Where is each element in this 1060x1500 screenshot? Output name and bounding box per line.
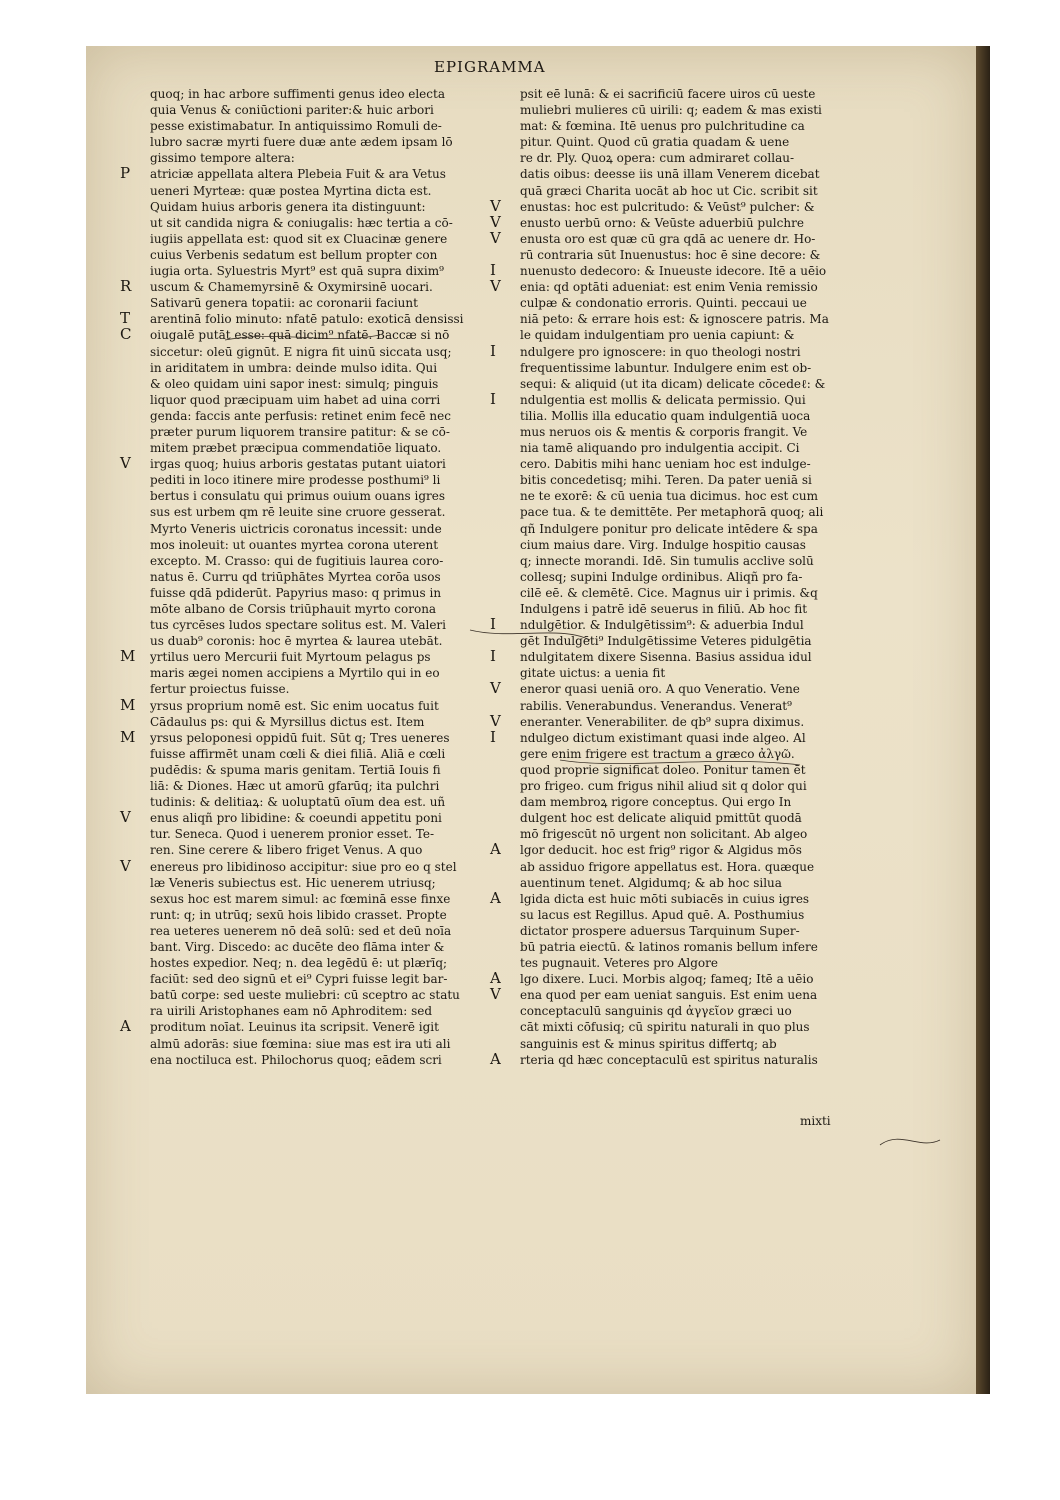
line-text: gere enim frigere est tractum a græco ἀλγῶ. xyxy=(520,746,795,761)
text-line xyxy=(520,553,855,569)
line-text: niā peto: & errare hois est: & ignoscere patris. Ma xyxy=(520,312,829,327)
text-line xyxy=(520,746,855,762)
line-text: yrtilus uero Mercurii fuit Myrtoum pelagus ps xyxy=(150,650,431,665)
line-text: gissimo tempore altera: xyxy=(150,151,295,166)
line-text: præter purum liquorem transire patitur: & se cō- xyxy=(150,424,450,439)
text-line xyxy=(520,440,855,456)
initial-letter: M xyxy=(120,727,136,746)
text-line xyxy=(520,810,855,826)
text-line xyxy=(520,1019,855,1035)
line-text: datis oibus: deesse iis unā illam Venerem dicebat xyxy=(520,167,820,182)
line-text: eneranter. Venerabiliter. de qb⁹ supra diximus. xyxy=(520,714,805,729)
line-text: atriciæ appellata altera Plebeia Fuit & ara Vetus xyxy=(150,167,446,182)
text-line xyxy=(120,325,470,344)
line-text: fertur proiectus fuisse. xyxy=(150,682,290,697)
text-line xyxy=(150,553,470,569)
text-line xyxy=(520,183,855,199)
text-line xyxy=(520,778,855,794)
text-line xyxy=(150,907,470,923)
text-line xyxy=(490,212,855,231)
line-text: lgor deducit. hoc est frig⁹ rigor & Algidus mōs xyxy=(520,843,802,858)
line-text: ren. Sine cerere & libero friget Venus. A quo xyxy=(150,843,423,858)
line-text: conceptaculū sanguinis qd ἀγγεῖον græci uo xyxy=(520,1004,792,1019)
line-text: ne te exorē: & cū uenia tua dicimus. hoc est cum xyxy=(520,489,819,504)
text-line xyxy=(520,150,855,166)
text-line xyxy=(120,808,470,827)
text-line xyxy=(150,183,470,199)
initial-letter: I xyxy=(490,727,496,746)
text-line xyxy=(150,344,470,360)
text-line xyxy=(520,102,855,118)
line-text: mitem præbet præcipua commendatiōe liquato. xyxy=(150,441,442,456)
line-text: mat: & fœmina. Itē uenus pro pulchritudine ca xyxy=(520,119,805,134)
line-text: q; innecte morandi. Idē. Sin tumulis acclive solū xyxy=(520,553,814,568)
initial-letter: V xyxy=(490,679,501,698)
text-line xyxy=(520,166,855,182)
line-text: sequi: & aliquid (ut ita dicam) delicate cōcedeℓ: & xyxy=(520,376,826,391)
text-line xyxy=(490,196,855,215)
line-text: ra uirili Aristophanes eam nō Aphroditem: sed xyxy=(150,1004,433,1019)
text-line xyxy=(150,987,470,1003)
text-line xyxy=(520,939,855,955)
right-column xyxy=(490,86,855,1068)
line-text: uscum & Chamemyrsinē & Oxymirsinē uocari. xyxy=(150,280,433,295)
line-text: liā: & Diones. Hæc ut amorū gfarūq; ita pulchri xyxy=(150,779,440,794)
line-text: qñ Indulgere ponitur pro delicate intēdere & spa xyxy=(520,521,818,536)
text-line xyxy=(520,472,855,488)
text-line xyxy=(150,585,470,601)
text-line xyxy=(150,215,470,231)
text-line xyxy=(520,488,855,504)
text-line xyxy=(150,537,470,553)
text-line xyxy=(490,969,855,988)
line-text: & oleo quidam uini sapor inest: simulq; pinguis xyxy=(150,376,439,391)
line-text: collesq; supini Indulge ordinibus. Aliqñ pro fa- xyxy=(520,569,803,584)
initial-letter: V xyxy=(490,277,501,296)
text-line xyxy=(520,118,855,134)
line-text: tus cyrcēses ludos spectare solitus est. M. Valeri xyxy=(150,618,446,633)
initial-letter: I xyxy=(490,647,496,666)
line-text: sanguinis est & minus spiritus differtq; ab xyxy=(520,1036,777,1051)
line-text: enia: qd optāti adueniat: est enim Venia remissio xyxy=(520,280,818,295)
line-text: pitur. Quint. Quod cū gratia quadam & uene xyxy=(520,135,790,150)
text-line xyxy=(520,521,855,537)
line-text: excepto. M. Crasso: qui de fugitiuis laurea coro- xyxy=(150,553,444,568)
text-line xyxy=(150,376,470,392)
catchword: mixti xyxy=(800,1114,831,1128)
text-line xyxy=(520,907,855,923)
line-text: re dr. Ply. Quoꝝ opera: cum admiraret collau- xyxy=(520,151,795,166)
line-text: tilia. Mollis illa educatio quam indulgentiā uoca xyxy=(520,408,811,423)
line-text: psit eē lunā: & ei sacrificiū facere uiros cū ueste xyxy=(520,87,816,101)
line-text: Indulgens i patrē idē seuerus in filiū. Ab hoc fit xyxy=(520,602,808,616)
initial-letter: R xyxy=(120,277,132,296)
text-line xyxy=(150,488,470,504)
line-text: læ Veneris subiectus est. Hic uenerem utriusq; xyxy=(150,875,436,890)
line-text: sus est urbem qm rē leuite sine cruore gesserat. xyxy=(150,505,446,520)
text-line xyxy=(490,389,855,408)
initial-letter: A xyxy=(490,1049,501,1068)
text-line xyxy=(150,1003,470,1019)
text-line xyxy=(520,601,855,617)
text-line xyxy=(490,679,855,698)
initial-letter: V xyxy=(120,808,131,827)
text-line xyxy=(490,711,855,730)
line-text: enusto uerbū orno: & Veūste aduerbiū pulchre xyxy=(520,215,804,230)
line-text: Sativarū genera topatii: ac coronarii faciunt xyxy=(150,296,418,311)
line-text: tur. Seneca. Quod i uenerem pronior esset. Te- xyxy=(150,827,435,842)
text-line xyxy=(150,617,470,633)
line-text: pace tua. & te demittēte. Per metaphorā quoq; ali xyxy=(520,505,824,520)
text-line xyxy=(120,164,470,183)
text-line xyxy=(150,939,470,955)
text-line xyxy=(150,714,470,730)
text-line xyxy=(520,424,855,440)
line-text: batū corpe: sed ueste muliebri: cū sceptro ac statu xyxy=(150,988,460,1003)
line-text: cilē eē. & clemētē. Cice. Magnus uir i primis. &q xyxy=(520,585,818,600)
line-text: faciūt: sed deo signū et ei⁹ Cypri fuisse legit bar- xyxy=(150,972,448,987)
initial-letter: C xyxy=(120,325,132,344)
line-text: nia tamē aliquando pro indulgentia accipit. Ci xyxy=(520,441,800,456)
text-line xyxy=(150,923,470,939)
text-line xyxy=(150,263,470,279)
line-text: rabilis. Venerabundus. Venerandus. Venerat⁹ xyxy=(520,698,792,713)
text-line xyxy=(150,569,470,585)
text-line xyxy=(520,456,855,472)
text-line xyxy=(150,118,470,134)
text-line xyxy=(520,360,855,376)
text-line xyxy=(520,327,855,343)
text-line xyxy=(520,134,855,150)
text-line xyxy=(520,1036,855,1052)
text-line xyxy=(520,569,855,585)
line-text: ut sit candida nigra & coniugalis: hæc tertia a cō- xyxy=(150,215,453,230)
text-line xyxy=(150,971,470,987)
line-text: eneror quasi ueniā oro. A quo Veneratio. Vene xyxy=(520,682,800,697)
line-text: lgo dixere. Luci. Morbis algoq; fameq; Itē a uēio xyxy=(520,972,814,987)
line-text: ena noctiluca est. Philochorus quoq; eādem scri xyxy=(150,1052,442,1067)
line-text: mōte albano de Corsis triūphauit myrto corona xyxy=(150,602,437,616)
text-line xyxy=(120,1017,470,1036)
text-line xyxy=(120,727,470,746)
line-text: cāt mixti cōfusiq; cū spiritu naturali in quo plus xyxy=(520,1020,810,1035)
line-text: Myrto Veneris uictricis coronatus incessit: unde xyxy=(150,521,442,536)
line-text: cero. Dabitis mihi hanc ueniam hoc est indulge- xyxy=(520,457,811,472)
left-column xyxy=(120,86,470,1068)
text-line xyxy=(150,633,470,649)
text-line xyxy=(490,1049,855,1068)
page-edge xyxy=(976,46,990,1394)
text-line xyxy=(150,521,470,537)
text-line xyxy=(150,1052,470,1068)
text-line xyxy=(150,102,470,118)
text-line xyxy=(490,888,855,907)
line-text: natus ē. Curru qd triūphātes Myrtea corōa usos xyxy=(150,569,441,584)
text-line xyxy=(520,1003,855,1019)
initial-letter: V xyxy=(490,212,501,231)
text-line xyxy=(490,840,855,859)
line-text: proditum noīat. Leuinus ita scripsit. Venerē igit xyxy=(150,1020,439,1035)
line-text: enusta oro est quæ cū gra qdā ac uenere dr. Ho- xyxy=(520,231,816,246)
line-text: fuisse qdā pdiderūt. Papyrius maso: q primus in xyxy=(150,585,442,600)
initial-letter: T xyxy=(120,309,131,328)
line-text: ueneri Myrteæ: quæ postea Myrtina dicta est. xyxy=(150,183,432,198)
initial-letter: A xyxy=(120,1017,131,1036)
text-line xyxy=(520,665,855,681)
line-text: in ariditatem in umbra: deinde mulso idita. Qui xyxy=(150,360,438,375)
text-line xyxy=(520,376,855,392)
text-line xyxy=(520,311,855,327)
line-text: ena quod per eam ueniat sanguis. Est enim uena xyxy=(520,988,818,1003)
initial-letter: V xyxy=(490,228,501,247)
line-text: mos inoleuit: ut ouantes myrtea corona uterent xyxy=(150,537,439,552)
line-text: Cādaulus ps: qui & Myrsillus dictus est. Item xyxy=(150,714,425,729)
text-line xyxy=(520,698,855,714)
line-text: ndulgētior. & Indulgētissim⁹: & aduerbia Indul xyxy=(520,618,804,633)
line-text: us duab⁹ coronis: hoc ē myrtea & laurea utebāt. xyxy=(150,634,443,649)
text-line xyxy=(150,86,470,102)
line-text: quoq; in hac arbore suffimenti genus ideo electa xyxy=(150,87,445,101)
text-line xyxy=(520,585,855,601)
line-text: sexus hoc est marem simul: ac fœminā esse finxe xyxy=(150,891,451,906)
text-line xyxy=(490,277,855,296)
text-line xyxy=(150,504,470,520)
line-text: enereus pro libidinoso accipitur: siue pro eo q stel xyxy=(150,859,457,874)
line-text: enustas: hoc est pulcritudo: & Veūst⁹ pulcher: & xyxy=(520,199,815,214)
line-text: quā græci Charita uocāt ab hoc ut Cic. scribit sit xyxy=(520,183,818,198)
text-line xyxy=(150,247,470,263)
line-text: oiugalē putāt esse: quā dicim⁹ nfatē. Baccæ si nō xyxy=(150,328,450,343)
text-line xyxy=(490,647,855,666)
initial-letter: A xyxy=(490,840,501,859)
line-text: muliebri mulieres cū uirili: q; eadem & mas existi xyxy=(520,103,822,118)
line-text: cuius Verbenis sedatum est bellum propter con xyxy=(150,247,438,262)
text-line xyxy=(150,295,470,311)
line-text: ndulgere pro ignoscere: in quo theologi nostri xyxy=(520,344,801,359)
text-line xyxy=(120,856,470,875)
text-line xyxy=(520,875,855,891)
line-text: quia Venus & coniūctioni pariter:& huic arbori xyxy=(150,103,434,118)
line-text: quod proprie significat doleo. Ponitur tamen ēt xyxy=(520,762,806,777)
text-line xyxy=(520,408,855,424)
text-line xyxy=(520,247,855,263)
line-text: pro frigeo. cum frigus nihil aliud sit q dolor qui xyxy=(520,779,807,794)
text-line xyxy=(150,1036,470,1052)
text-line xyxy=(490,261,855,280)
line-text: siccetur: oleū gignūt. E nigra fit uinū siccata usq; xyxy=(150,344,452,359)
line-text: hostes expedior. Neq; n. dea legēdū ē: ut plærīq; xyxy=(150,956,448,971)
text-line xyxy=(120,647,470,666)
text-line xyxy=(150,826,470,842)
line-text: dulgent hoc est delicate aliquid pmittūt quodā xyxy=(520,811,802,826)
line-text: bū patria eiectū. & latinos romanis bellum infere xyxy=(520,939,818,954)
line-text: pediti in loco itinere mire prodesse posthumi⁹ li xyxy=(150,473,441,488)
line-text: ndulgitatem dixere Sisenna. Basius assidua idul xyxy=(520,650,812,665)
initial-letter: A xyxy=(490,969,501,988)
line-text: tes pugnauit. Veteres pro Algore xyxy=(520,956,718,971)
line-text: ndulgentia est mollis & delicata permissio. Qui xyxy=(520,392,806,407)
initial-letter: I xyxy=(490,341,496,360)
text-line xyxy=(150,778,470,794)
text-line xyxy=(490,341,855,360)
text-line xyxy=(150,424,470,440)
line-text: genda: faccis ante perfusis: retinet enim fecē nec xyxy=(150,408,451,423)
line-text: su lacus est Regillus. Apud quē. A. Posthumius xyxy=(520,907,805,922)
initial-letter: I xyxy=(490,261,496,280)
text-line xyxy=(520,633,855,649)
line-text: fuisse affirmēt unam cœli & diei filiā. Aliā e cœli xyxy=(150,746,446,761)
text-line xyxy=(520,826,855,842)
line-text: yrsus peloponesi oppidū fuit. Sūt q; Tres ueneres xyxy=(150,730,450,745)
line-text: iugiis appellata est: quod sit ex Cluacinæ genere xyxy=(150,231,448,246)
initial-letter: V xyxy=(120,856,131,875)
text-line xyxy=(520,762,855,778)
text-line xyxy=(520,859,855,875)
line-text: gitate uictus: a uenia fit xyxy=(520,666,666,681)
line-text: auentinum tenet. Algidumq; & ab hoc silua xyxy=(520,875,782,890)
text-line xyxy=(520,504,855,520)
line-text: nuenusto dedecoro: & Inueuste idecore. Itē a uēio xyxy=(520,264,827,279)
line-text: irgas quoq; huius arboris gestatas putant uiatori xyxy=(150,457,446,472)
line-text: lgida dicta est huic mōti subiacēs in cuius igres xyxy=(520,891,810,906)
text-line xyxy=(150,199,470,215)
text-line xyxy=(150,408,470,424)
initial-letter: A xyxy=(490,888,501,907)
initial-letter: V xyxy=(490,196,501,215)
line-text: almū adorās: siue fœmina: siue mas est ira uti ali xyxy=(150,1036,451,1051)
text-line xyxy=(150,746,470,762)
text-line xyxy=(520,537,855,553)
line-text: rteria qd hæc conceptaculū est spiritus naturalis xyxy=(520,1052,818,1067)
text-line xyxy=(150,392,470,408)
line-text: bertus i consulatu qui primus ouium ouans igres xyxy=(150,489,446,504)
line-text: pesse existimabatur. In antiquissimo Romuli de- xyxy=(150,119,442,134)
initial-letter: V xyxy=(120,454,131,473)
text-line xyxy=(150,955,470,971)
text-line xyxy=(150,681,470,697)
line-text: iugia orta. Syluestris Myrt⁹ est quā supra dixim⁹ xyxy=(150,264,444,279)
line-text: ab assiduo frigore appellatus est. Hora. quæque xyxy=(520,859,815,874)
text-line xyxy=(150,134,470,150)
line-text: tudinis: & delitiaꝝ: & uoluptatū oīum dea est. uñ xyxy=(150,795,446,810)
text-line xyxy=(120,695,470,714)
text-line xyxy=(150,794,470,810)
initial-letter: M xyxy=(120,695,136,714)
text-line xyxy=(490,985,855,1004)
line-text: mus neruos ois & mentis & corporis frangit. Ve xyxy=(520,424,808,439)
text-line xyxy=(120,454,470,473)
text-line xyxy=(150,891,470,907)
line-text: ndulgeo dictum existimant quasi inde algeo. Al xyxy=(520,730,806,745)
text-line xyxy=(490,228,855,247)
line-text: bitis concedetisq; mihi. Teren. Da pater ueniā si xyxy=(520,473,812,488)
line-text: gēt Indulgēti⁹ Indulgētissime Veteres pidulgētia xyxy=(520,634,812,649)
text-line xyxy=(520,955,855,971)
line-text: bant. Virg. Discedo: ac ducēte deo flāma inter & xyxy=(150,939,445,954)
line-text: pudēdis: & spuma maris genitam. Tertiā Iouis fi xyxy=(150,762,441,777)
line-text: dictator prospere aduersus Tarquinum Super- xyxy=(520,923,800,938)
initial-letter: V xyxy=(490,985,501,1004)
line-text: lubro sacræ myrti fuere duæ ante ædem ipsam lō xyxy=(150,135,453,150)
line-text: dam membroꝝ rigore conceptus. Qui ergo In xyxy=(520,795,792,810)
text-line xyxy=(150,150,470,166)
line-text: Quidam huius arboris genera ita distinguunt: xyxy=(150,199,426,214)
initial-letter: P xyxy=(120,164,131,183)
text-line xyxy=(520,923,855,939)
text-line xyxy=(150,601,470,617)
text-line xyxy=(150,665,470,681)
text-line xyxy=(150,842,470,858)
text-line xyxy=(150,231,470,247)
line-text: rea ueteres uenerem nō deā solū: sed et deū noīa xyxy=(150,923,452,938)
text-line xyxy=(120,309,470,328)
line-text: enus aliqñ pro libidine: & coeundi appetitu poni xyxy=(150,811,442,826)
line-text: rū contraria sūt Inuenustus: hoc ē sine decore: & xyxy=(520,247,821,262)
initial-letter: I xyxy=(490,389,496,408)
line-text: maris ægei nomen accipiens a Myrtilo qui in eo xyxy=(150,666,440,681)
text-line xyxy=(490,615,855,634)
line-text: cium maius dare. Virg. Indulge hospitio causas xyxy=(520,537,806,552)
initial-letter: M xyxy=(120,647,136,666)
text-line xyxy=(520,86,855,102)
text-line xyxy=(520,794,855,810)
line-text: runt: q; in utrūq; sexū hois libido crasset. Propte xyxy=(150,907,447,922)
line-text: yrsus proprium nomē est. Sic enim uocatus fuit xyxy=(150,698,439,713)
line-text: liquor quod præcipuam uim habet ad uina corri xyxy=(150,392,441,407)
text-line xyxy=(150,875,470,891)
text-line xyxy=(150,762,470,778)
initial-letter: V xyxy=(490,711,501,730)
text-line xyxy=(150,472,470,488)
text-line xyxy=(120,277,470,296)
line-text: mō frigescūt nō urgent non solicitant. Ab algeo xyxy=(520,827,808,842)
line-text: le quidam indulgentiam pro uenia capiunt: & xyxy=(520,328,795,343)
line-text: frequentissime labuntur. Indulgere enim est ob- xyxy=(520,360,812,375)
initial-letter: I xyxy=(490,615,496,634)
line-text: culpæ & condonatio erroris. Quinti. peccaui ue xyxy=(520,296,807,311)
running-header: EPIGRAMMA xyxy=(434,58,546,76)
text-line xyxy=(520,295,855,311)
text-line xyxy=(150,440,470,456)
line-text: arentinā folio minuto: nfatē patulo: exoticā densissi xyxy=(150,312,464,327)
text-line xyxy=(150,360,470,376)
text-line xyxy=(490,727,855,746)
